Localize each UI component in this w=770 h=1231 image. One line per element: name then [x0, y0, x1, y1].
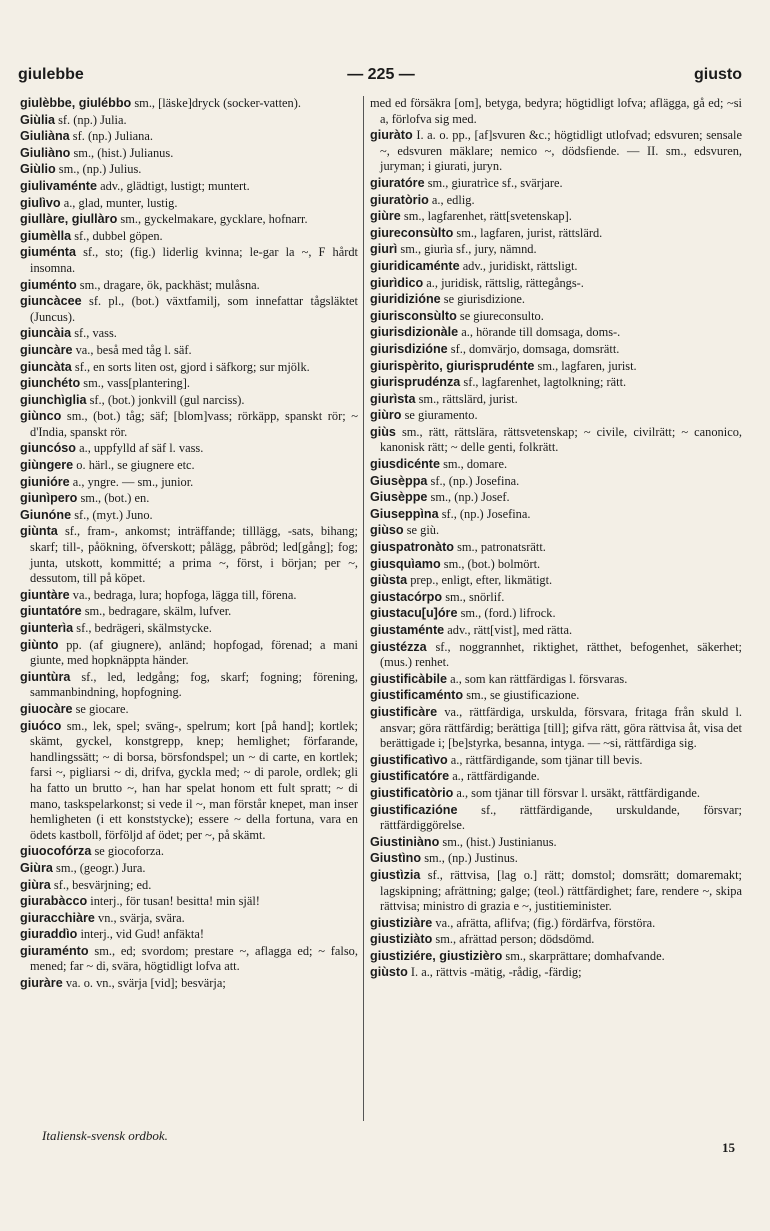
entry-headword: giustificàbile — [370, 671, 447, 686]
dictionary-entry — [20, 146, 358, 162]
entry-definition: sf., rättfärdigande, urskuldande, försvar; rättfärdiggörelse. — [380, 802, 742, 833]
entry-definition: sf., en sorts liten ost, gjord i säfkorg; sur mjölk. — [74, 359, 310, 374]
entry-definition: a., juridisk, rättslig, rättegångs-. — [426, 275, 584, 290]
guide-word-right: giusto — [694, 66, 742, 83]
entry-definition: sf., led, ledgång; fog, skarf; fogning; förening, sammanbindning, hopfogning. — [30, 669, 358, 700]
dictionary-entry — [20, 212, 358, 228]
entry-headword: giurìdico — [370, 275, 424, 290]
entry-definition: sm., (geogr.) Jura. — [56, 860, 146, 875]
entry-headword: giustificàre — [370, 704, 438, 719]
dictionary-entry — [370, 375, 742, 391]
entry-definition: sf., (bot.) jonkvill (gul narciss). — [89, 392, 245, 407]
dictionary-entry — [370, 590, 742, 606]
dictionary-entry — [20, 670, 358, 701]
entry-definition: sm., rättslärd, jurist. — [418, 391, 518, 406]
dictionary-entry — [370, 457, 742, 473]
signature-mark: 15 — [722, 1140, 735, 1155]
dictionary-entry — [370, 259, 742, 275]
dictionary-entry — [20, 458, 358, 474]
entry-headword: Giuseppìna — [370, 506, 439, 521]
entry-headword: giuncóso — [20, 441, 76, 456]
entry-headword: giurì — [370, 242, 398, 257]
entry-headword: giuridizióne — [370, 292, 441, 307]
entry-headword: giusdicénte — [370, 457, 440, 472]
entry-definition: sf., dubbel göpen. — [74, 228, 163, 243]
entry-definition: sm., lagfaren, jurist, rättslärd. — [456, 225, 603, 240]
entry-definition: interj., för tusan! besitta! min själ! — [90, 894, 260, 909]
dictionary-entry — [20, 524, 358, 586]
entry-definition: sf., (np.) Josefina. — [430, 473, 520, 488]
entry-headword: giustificatóre — [370, 769, 450, 784]
entry-definition: se giocare. — [75, 701, 129, 716]
entry-headword: giuncàcee — [20, 294, 82, 309]
entry-definition: sf. pl., (bot.) växtfamilj, som innefattar tågsläktet (Juncus). — [30, 294, 358, 324]
dictionary-entry — [20, 621, 358, 637]
entry-headword: giuridicaménte — [370, 258, 460, 273]
dictionary-entry — [370, 474, 742, 490]
dictionary-entry — [20, 702, 358, 718]
entry-definition: se giù. — [406, 523, 440, 538]
entry-definition: sf., noggrannhet, riktighet, rätthet, befogenhet, säkerhet; (mus.) renhet. — [380, 639, 742, 670]
entry-definition: sm., (np.) Julius. — [58, 162, 142, 177]
entry-definition: va. o. vn., svärja [vid]; besvärja; — [65, 976, 226, 991]
entry-headword: giuràto — [370, 128, 413, 143]
entry-definition: sm., dragare, ök, packhäst; mulåsna. — [79, 277, 260, 292]
entry-definition: sm., (hist.) Julianus. — [73, 145, 174, 160]
entry-definition: sm., rätt, rättslära, rättsvetenskap; ~ civile, civilrätt; ~ canonico, kanonisk rätt; ~ delle genti, folkrätt. — [380, 424, 742, 455]
dictionary-entry — [20, 343, 358, 359]
entry-headword: giumèlla — [20, 228, 72, 243]
entry-headword: giuratòrio — [370, 192, 429, 207]
entry-definition: a., som tjänar till försvar l. ursäkt, rättfärdigande. — [456, 785, 700, 800]
entry-definition: I. a., rättvis -mätig, -rådig, -färdig; — [410, 965, 582, 980]
entry-definition: pp. (af giugnere), anländ; hopfogad, förenad; a mani giunte, med hopknäppta händer. — [30, 637, 358, 668]
dictionary-entry — [370, 540, 742, 556]
entry-definition: va., bedraga, lura; hopfoga, lägga till, förena. — [72, 587, 297, 602]
dictionary-entry — [20, 844, 358, 860]
entry-headword: giurisdizióne — [370, 341, 448, 356]
entry-headword: giustiziére, giustizièro — [370, 948, 503, 963]
dictionary-entry — [20, 894, 358, 910]
dictionary-entry — [370, 965, 742, 981]
dictionary-entry — [20, 976, 358, 992]
entry-definition: sm., patronatsrätt. — [457, 540, 546, 555]
dictionary-entry — [20, 638, 358, 669]
dictionary-entry — [370, 408, 742, 424]
entry-definition: a., glad, munter, lustig. — [63, 195, 178, 210]
dictionary-entry — [370, 209, 742, 225]
entry-definition: va., beså med tåg l. säf. — [75, 342, 192, 357]
entry-headword: giulivaménte — [20, 178, 97, 193]
running-head — [18, 66, 742, 88]
entry-definition: sm., (bot.) en. — [80, 491, 150, 506]
entry-headword: giuménto — [20, 277, 77, 292]
right-column — [370, 96, 742, 982]
entry-definition: sm., giurìa sf., jury, nämnd. — [400, 242, 537, 257]
entry-definition: sf., lagfarenhet, lagtolkning; rätt. — [463, 375, 627, 390]
entry-headword: giunìpero — [20, 491, 78, 506]
dictionary-entry — [370, 96, 742, 127]
dictionary-entry — [20, 927, 358, 943]
entry-definition: sm., (np.) Josef. — [430, 490, 510, 505]
entry-definition: adv., glädtigt, lustigt; muntert. — [100, 178, 250, 193]
entry-definition: sm., lagfarenhet, rätt[svetenskap]. — [403, 209, 572, 224]
entry-headword: giùnta — [20, 524, 58, 539]
entry-headword: giunterìa — [20, 621, 74, 635]
entry-definition: a., rättfärdigande, som tjänar till bevis. — [450, 752, 643, 767]
footer-title: Italiensk-svensk ordbok. — [42, 1128, 168, 1143]
entry-headword: giuraddìo — [20, 927, 78, 942]
dictionary-entry — [20, 294, 358, 325]
entry-headword: giustézza — [370, 639, 427, 654]
dictionary-entry — [370, 557, 742, 573]
entry-definition: sm., (ford.) lifrock. — [460, 606, 556, 621]
entry-headword: giurìsta — [370, 391, 416, 406]
entry-definition: sm., [läske]dryck (socker-vatten). — [134, 96, 301, 110]
entry-headword: giusquìamo — [370, 556, 441, 571]
dictionary-entry — [370, 226, 742, 242]
entry-headword: giuóco — [20, 718, 62, 733]
entry-headword: Giustiniàno — [370, 834, 440, 849]
entry-definition: sf. (np.) Juliana. — [72, 129, 153, 144]
entry-headword: giulìvo — [20, 195, 61, 210]
entry-headword: giulèbbe, giulébbo — [20, 96, 132, 110]
entry-definition: sm., vass[plantering]. — [83, 376, 190, 391]
entry-definition: vn., svärja, svära. — [98, 910, 185, 925]
column-rule — [363, 96, 364, 1121]
dictionary-entry — [370, 292, 742, 308]
dictionary-entry — [20, 491, 358, 507]
entry-headword: giuracchiàre — [20, 910, 95, 925]
entry-headword: giustificaménto — [370, 688, 464, 703]
dictionary-entry — [370, 342, 742, 358]
entry-headword: giùra — [20, 877, 51, 892]
entry-headword: giustacu[u]óre — [370, 606, 458, 621]
entry-definition: sf., besvärjning; ed. — [53, 877, 152, 892]
entry-headword: giustaménte — [370, 623, 445, 637]
page-number: — 225 — — [347, 66, 415, 83]
entry-headword: giuncàia — [20, 326, 72, 341]
entry-headword: giuràre — [20, 976, 63, 991]
entry-headword: giustificatòrio — [370, 785, 454, 800]
entry-definition: sm., snörlif. — [445, 589, 505, 604]
entry-definition: a., edlig. — [431, 192, 475, 207]
entry-definition: I. a. o. pp., [af]svuren &c.; högtidligt utlofvad; edsvuren; sensale ~, edsvuren mäklare; nemico ~, dödsfiende. — II. sm., edsvuren, juryman; i giurati, juryn. — [380, 128, 742, 174]
entry-definition: a., yngre. — sm., junior. — [72, 474, 194, 489]
dictionary-entry — [20, 96, 358, 112]
dictionary-entry — [370, 176, 742, 192]
dictionary-entry — [20, 326, 358, 342]
dictionary-entry — [370, 359, 742, 375]
entry-headword: giunchìglia — [20, 392, 87, 407]
dictionary-entry — [370, 803, 742, 834]
entry-headword: giustìzia — [370, 867, 421, 882]
entry-headword: giuraménto — [20, 943, 89, 958]
dictionary-entry — [370, 949, 742, 965]
entry-definition: sm., (bot.) bolmört. — [443, 556, 541, 571]
entry-definition: a., rättfärdigande. — [452, 769, 540, 784]
dictionary-entry — [370, 835, 742, 851]
dictionary-entry — [20, 278, 358, 294]
entry-headword: Giustìno — [370, 851, 422, 866]
entry-headword: giùsta — [370, 573, 408, 588]
dictionary-entry — [370, 523, 742, 539]
entry-headword: Giusèppe — [370, 490, 428, 505]
entry-definition: sf., (myt.) Juno. — [74, 507, 153, 522]
entry-headword: Giùlia — [20, 112, 55, 127]
dictionary-entry — [20, 229, 358, 245]
entry-definition: adv., rätt[vist], med rätta. — [447, 623, 573, 637]
entry-headword: Giusèppa — [370, 473, 428, 488]
entry-headword: giunióre — [20, 474, 70, 489]
entry-definition: sm., lagfaren, jurist. — [537, 358, 637, 373]
entry-headword: Giuliàno — [20, 145, 71, 160]
entry-definition: sm., lek, spel; sväng-, spelrum; kort [på hand]; kortlek; skämt, gyckel, konstgrepp, knep; hemlighet; förfarande, handlingssätt; ~ di borsa, börsfondspel; un ~ di carte, en kortlek; farsi ~, pigliarsi ~ di, drifva, gyckla med; ~ di parole, ordlek; gli ha fatto un brutto ~, han har spelat honom ett fult spratt; ~ di mano, taskspelarkonst; si vede il ~, man förstår knepet, man inser hemligheten (i ett konststycke); essere ~ della fortuna, vara en ödets kastboll, förföljd af ödet; per ~, på skämt. — [30, 718, 358, 842]
dictionary-entry — [20, 376, 358, 392]
dictionary-entry — [20, 129, 358, 145]
dictionary-entry — [370, 392, 742, 408]
entry-headword: Giùlio — [20, 162, 56, 177]
entry-headword: giustacórpo — [370, 589, 443, 604]
dictionary-entry — [20, 245, 358, 276]
entry-headword: giùs — [370, 424, 396, 439]
entry-definition: sm., gyckelmakare, gycklare, hofnarr. — [120, 212, 308, 227]
dictionary-entry — [370, 786, 742, 802]
entry-headword: giuménta — [20, 245, 76, 260]
dictionary-entry — [370, 242, 742, 258]
entry-definition: se giuramento. — [404, 408, 478, 423]
dictionary-entry — [370, 425, 742, 456]
entry-definition: se giurisdizione. — [443, 292, 525, 307]
entry-definition: sf., rättvisa, [lag o.] rätt; domstol; domsrätt; domaremakt; lagskipning; afrättning; galge; (teol.) rättfärdighet; fare, rendere ~, skipa rättvisa; ministro di grazia e ~, justitieminister. — [380, 867, 742, 914]
entry-headword: giustiziàto — [370, 932, 433, 947]
entry-headword: giùso — [370, 523, 404, 538]
dictionary-entry — [370, 769, 742, 785]
dictionary-entry — [370, 916, 742, 932]
entry-definition: sf., (np.) Josefina. — [441, 506, 531, 521]
dictionary-entry — [370, 868, 742, 915]
entry-definition: sf., bedrägeri, skälmstycke. — [76, 621, 212, 635]
entry-headword: giureconsùlto — [370, 225, 454, 240]
dictionary-entry — [370, 705, 742, 752]
dictionary-entry — [370, 851, 742, 867]
dictionary-entry — [370, 573, 742, 589]
entry-headword: giustiziàre — [370, 915, 433, 930]
dictionary-entry — [370, 672, 742, 688]
entry-headword: giuncàre — [20, 342, 73, 357]
entry-headword: giurisdizionàle — [370, 325, 459, 340]
entry-definition: va., rättfärdiga, urskulda, försvara, fritaga från skuld l. ansvar; göra rättfärdig; berättiga [till]; gifva rätt, göra rättvisa åt, visa det berättigade i; [be]styrka, besanna, intyga. — ~si, rättfärdiga sig. — [380, 704, 742, 751]
dictionary-entry — [370, 932, 742, 948]
dictionary-entry — [20, 179, 358, 195]
dictionary-entry — [20, 475, 358, 491]
dictionary-entry — [20, 508, 358, 524]
dictionary-entry — [20, 196, 358, 212]
dictionary-entry — [20, 162, 358, 178]
entry-headword: giustificatìvo — [370, 752, 448, 767]
entry-headword: giuocofórza — [20, 844, 92, 859]
entry-headword: Giùra — [20, 860, 53, 875]
guide-word-left: giulebbe — [18, 66, 84, 83]
entry-definition: se giureconsulto. — [459, 308, 544, 323]
dictionary-entry — [20, 878, 358, 894]
entry-definition: va., afrätta, aflifva; (fig.) fördärfva, förstöra. — [435, 915, 656, 930]
dictionary-entry — [370, 193, 742, 209]
entry-definition: sm., (bot.) tåg; säf; [blom]vass; rörkäpp, spanskt rör; ~ d'India, spanskt rör. — [30, 409, 358, 439]
dictionary-entry — [20, 441, 358, 457]
entry-definition: a., som kan rättfärdigas l. försvaras. — [450, 671, 628, 686]
dictionary-entry — [20, 113, 358, 129]
entry-headword: giuntatóre — [20, 604, 82, 619]
entry-headword: giùnco — [20, 409, 62, 424]
entry-headword: giùsto — [370, 965, 408, 980]
dictionary-entry — [370, 325, 742, 341]
dictionary-entry — [370, 688, 742, 704]
entry-definition: sm., (np.) Justinus. — [424, 851, 518, 866]
dictionary-entry — [20, 861, 358, 877]
entry-definition: sf., fram-, ankomst; inträffande; tilllägg, -sats, bihang; skarf; till-, påökning, öfverskott; pålägg, påbröd; led[gång]; fog; junta, utskott, kommitté; a prima ~, först, i början; per ~, dessutom, till på köpet. — [30, 524, 358, 586]
entry-headword: giuncàta — [20, 359, 72, 374]
entry-headword: giurispèrito, giurisprudénte — [370, 358, 535, 373]
dictionary-entry — [20, 360, 358, 376]
dictionary-entry — [20, 719, 358, 844]
entry-headword: giùre — [370, 209, 401, 224]
dictionary-entry — [370, 309, 742, 325]
entry-definition: sm., giuratrìce sf., svärjare. — [427, 175, 563, 190]
entry-headword: giuntàre — [20, 587, 70, 602]
entry-definition: se giocoforza. — [94, 844, 164, 859]
entry-definition: sf., sto; (fig.) liderlig kvinna; le-gar la ~, F hårdt insomna. — [30, 245, 358, 275]
dictionary-entry — [20, 393, 358, 409]
dictionary-entry — [370, 507, 742, 523]
entry-definition: sm., se giustificazione. — [466, 688, 580, 703]
entry-headword: giuntùra — [20, 669, 71, 684]
left-column — [20, 96, 358, 993]
entry-headword: Giuliàna — [20, 129, 70, 144]
entry-definition: sm., (hist.) Justinianus. — [442, 834, 557, 849]
entry-headword: giustificazióne — [370, 802, 458, 817]
entry-definition: sm., domare. — [443, 457, 508, 472]
entry-headword: giurabàcco — [20, 894, 88, 909]
entry-definition: adv., juridiskt, rättsligt. — [462, 258, 578, 273]
entry-definition: sm., ed; svordom; prestare ~, aflagga ed; ~ falso, mened; far ~ di, svära, högtidligt lofva att. — [30, 943, 358, 974]
dictionary-entry — [370, 753, 742, 769]
entry-headword: giullàre, giullàro — [20, 212, 118, 227]
dictionary-entry — [20, 911, 358, 927]
entry-definition: o. härl., se giugnere etc. — [76, 458, 195, 473]
dictionary-entry — [20, 604, 358, 620]
dictionary-entry — [20, 409, 358, 440]
entry-definition: sm., skarprättare; domhafvande. — [505, 948, 665, 963]
entry-headword: Giunóne — [20, 507, 72, 522]
entry-definition: sf., vass. — [74, 326, 117, 341]
entry-definition: sm., bedragare, skälm, lufver. — [84, 604, 232, 619]
dictionary-entry — [370, 128, 742, 175]
entry-headword: giùngere — [20, 458, 74, 473]
entry-definition: a., hörande till domsaga, doms-. — [461, 325, 621, 340]
entry-definition: sf., domvärjo, domsaga, domsrätt. — [450, 341, 620, 356]
entry-definition: sf. (np.) Julia. — [58, 112, 127, 127]
entry-definition: sm., afrättad person; dödsdömd. — [435, 932, 595, 947]
dictionary-entry — [370, 623, 742, 639]
entry-headword: giùro — [370, 408, 402, 423]
dictionary-entry — [20, 588, 358, 604]
entry-headword: giurisprudénza — [370, 375, 461, 390]
entry-headword: giùnto — [20, 637, 59, 652]
entry-headword: giuocàre — [20, 701, 73, 716]
entry-definition: a., uppfylld af säf l. vass. — [79, 441, 204, 456]
dictionary-entry — [20, 944, 358, 975]
dictionary-entry — [370, 276, 742, 292]
entry-headword: giuratóre — [370, 175, 425, 190]
dictionary-entry — [370, 640, 742, 671]
entry-definition: prep., enligt, efter, likmätigt. — [410, 573, 553, 588]
dictionary-entry — [370, 490, 742, 506]
entry-headword: giurisconsùlto — [370, 308, 457, 323]
entry-definition: interj., vid Gud! anfäkta! — [80, 927, 205, 942]
entry-headword: giuspatronàto — [370, 540, 454, 555]
entry-headword: giunchéto — [20, 376, 81, 391]
entry-definition: med ed försäkra [om], betyga, bedyra; högtidligt lofva; aflägga, gå ed; ~si a, förlofva sig med. — [370, 96, 742, 126]
dictionary-entry — [370, 606, 742, 622]
